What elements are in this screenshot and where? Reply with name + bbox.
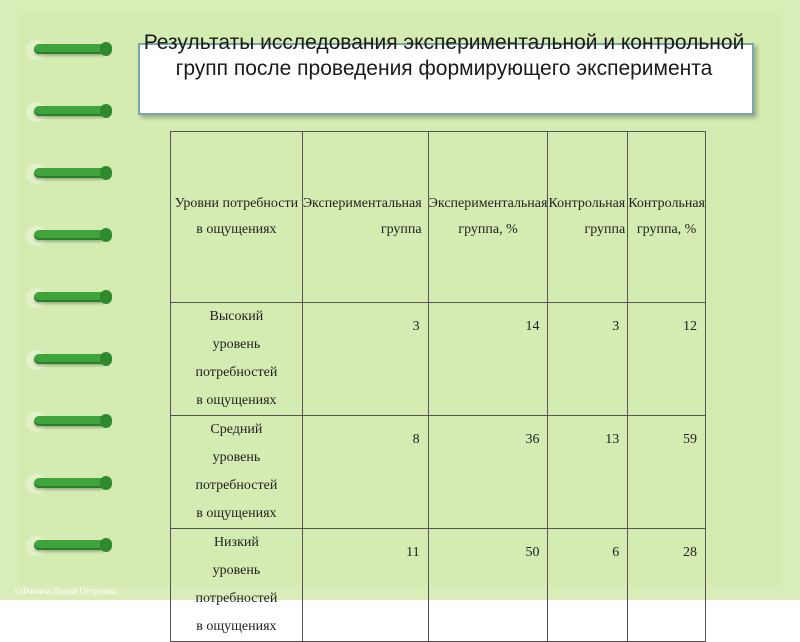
ring-icon — [26, 408, 112, 434]
row-label: Средний уровень потребностей в ощущениях — [171, 416, 303, 529]
cell-ctrl-pct: 59 — [628, 416, 706, 529]
cell-exp: 3 — [302, 303, 428, 416]
table-row — [171, 303, 706, 416]
ring-icon — [26, 98, 112, 124]
ring-icon — [26, 222, 112, 248]
ring-icon — [26, 36, 112, 62]
header-ctrl-group: Контрольная группа — [548, 132, 628, 303]
cell-exp: 11 — [302, 529, 428, 642]
footer-credit: ©Фокина Лидия Петровна — [14, 586, 117, 596]
header-exp-group-pct: Экспериментальная группа, % — [428, 132, 548, 303]
row-label: Высокий уровень потребностей в ощущениях — [171, 303, 303, 416]
ring-icon — [26, 470, 112, 496]
table-row — [171, 416, 706, 529]
header-exp-group: Экспериментальная группа — [302, 132, 428, 303]
header-ctrl-group-pct: Контрольная группа, % — [628, 132, 706, 303]
table-header-row — [171, 132, 706, 303]
row-label: Низкий уровень потребностей в ощущениях — [171, 529, 303, 642]
cell-exp-pct: 50 — [428, 529, 548, 642]
cell-ctrl: 6 — [548, 529, 628, 642]
cell-ctrl: 3 — [548, 303, 628, 416]
cell-ctrl: 13 — [548, 416, 628, 529]
ring-icon — [26, 160, 112, 186]
header-levels: Уровни потребности в ощущениях — [171, 132, 303, 303]
ring-icon — [26, 346, 112, 372]
cell-exp: 8 — [302, 416, 428, 529]
cell-ctrl-pct: 28 — [628, 529, 706, 642]
cell-ctrl-pct: 12 — [628, 303, 706, 416]
cell-exp-pct: 14 — [428, 303, 548, 416]
results-table — [170, 131, 706, 642]
slide-title: Результаты исследования экспериментальной и контрольной групп после проведения формирующего эксперимента — [143, 31, 745, 80]
notebook-rings — [26, 0, 116, 600]
cell-exp-pct: 36 — [428, 416, 548, 529]
ring-icon — [26, 284, 112, 310]
ring-icon — [26, 532, 112, 558]
table-row — [171, 529, 706, 642]
